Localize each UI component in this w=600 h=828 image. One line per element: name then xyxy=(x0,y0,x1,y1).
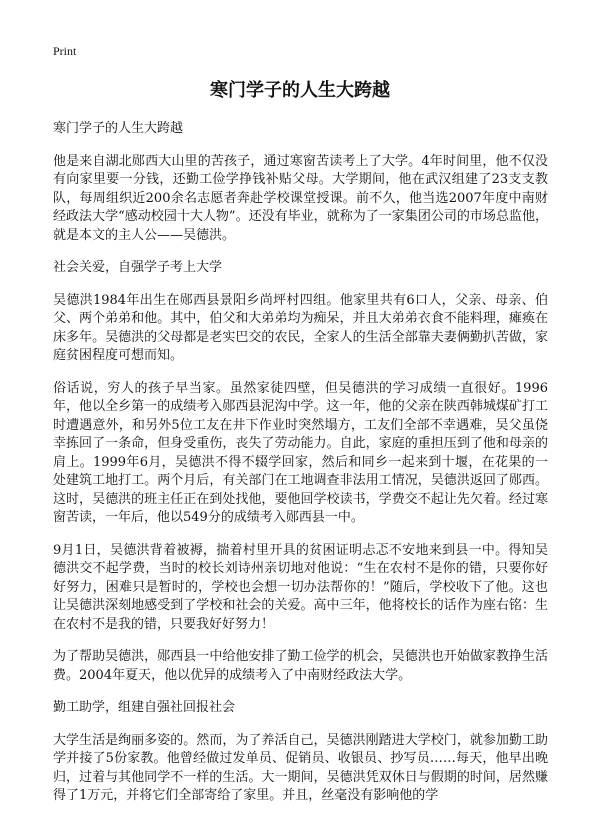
section-heading-work-study: 勤工助学，组建自强社回报社会 xyxy=(53,700,236,715)
intro-paragraph: 他是来自湖北郧西大山里的苦孩子，通过寒窗苦读考上了大学。4年时间里，他不仅没有向家里要一分钱，还勤工俭学挣钱补贴父母。大学期间，他在武汉组建了23支支教队，每周组织近200余名志愿者奔赴学校课堂授课。前不久，他当选2007年度中南财经政法大学“感动校园十大人物”。还没有毕业，就称为了一家集团公司的市场总监他，就是本文的主人公——吴德洪。 xyxy=(53,153,548,243)
section-heading-social-care: 社会关爱，自强学子考上大学 xyxy=(53,260,223,275)
print-link[interactable]: Print xyxy=(53,44,77,58)
article-body xyxy=(53,120,548,820)
paragraph: 为了帮助吴德洪，郧西县一中给他安排了勤工俭学的机会，吴德洪也开始做家教挣生活费。2004年夏天，他以优异的成绩考入了中南财经政法大学。 xyxy=(53,649,548,683)
article-subtitle: 寒门学子的人生大跨越 xyxy=(53,121,184,136)
paragraph: 俗话说，穷人的孩子早当家。虽然家徒四壁，但吴德洪的学习成绩一直很好。1996年，他以全乡第一的成绩考入郧西县泥沟中学。这一年，他的父亲在陕西韩城煤矿打工时遭遇意外，和另外5位工友在井下作业时突然塌方，工友们全部不幸遇难，吴父虽侥幸拣回了一条命，但身受重伤，丧失了劳动能力。自此，家庭的重担压到了他和母亲的肩上。1999年6月，吴德洪不得不辍学回家，然后和同乡一起来到十堰，在花果的一处建筑工地打工。两个月后，有关部门在工地调查非法用工情况，吴德洪返回了郧西。这时，吴德洪的班主任正在到处找他，要他回学校读书，学费交不起让先欠着。经过寒窗苦读，一年后，他以549分的成绩考入郧西县一中。 xyxy=(53,380,548,525)
paragraph: 吴德洪1984年出生在郧西县景阳乡尚坪村四组。他家里共有6口人，父亲、母亲、伯父、两个弟弟和他。其中，伯父和大弟弟均为痴呆，并且大弟弟衣食不能料理，瘫痪在床多年。吴德洪的父母都是老实巴交的农民，全家人的生活全部靠夫妻俩勤扒苦做，家庭贫困程度可想而知。 xyxy=(53,292,548,363)
paragraph: 大学生活是绚丽多姿的。然而，为了养活自己，吴德洪刚踏进大学校门，就参加勤工助学并接了5份家教。他曾经做过发单员、促销员、收银员、抄写员……每天，他早出晚归，过着与其他同学不一样的生活。大一期间，吴德洪凭双休日与假期的时间，居然赚得了1万元，并将它们全部寄给了家里。并且，丝毫没有影响他的学 xyxy=(53,732,548,803)
paragraph: 9月1日，吴德洪背着被褥，揣着村里开具的贫困证明忐忑不安地来到县一中。得知吴德洪交不起学费，当时的校长刘诗州亲切地对他说：“生在农村不是你的错，只要你好好努力，困难只是暂时的，学校也会想一切办法帮你的！”随后，学校收下了他。这也让吴德洪深刻地感受到了学校和社会的关爱。高中三年，他将校长的话作为座右铭：生在农村不是我的错，只要我好好努力！ xyxy=(53,542,548,632)
page-title: 寒门学子的人生大跨越 xyxy=(210,80,390,101)
